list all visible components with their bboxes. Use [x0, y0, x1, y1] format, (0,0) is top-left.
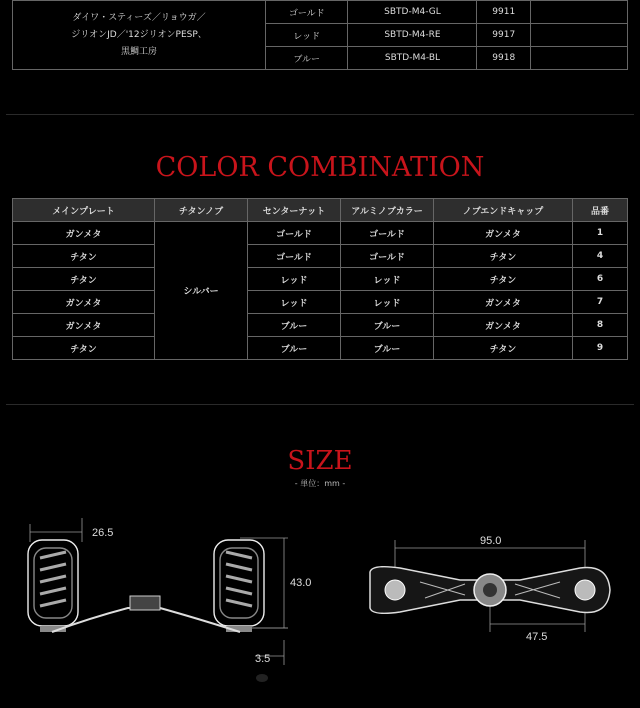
code-cell: SBTD-M4-RE — [348, 24, 477, 47]
right-knob-drawing — [214, 540, 264, 632]
empty-cell — [531, 1, 628, 24]
dim-length: 95.0 — [480, 535, 502, 547]
table-row — [13, 314, 628, 337]
cap-cell: ガンメタ — [434, 291, 573, 314]
empty-cell — [531, 24, 628, 47]
alumi-cell: レッド — [341, 268, 434, 291]
number-cell: 1 — [573, 222, 628, 245]
color-combination-table — [12, 198, 628, 360]
nut-cell: レッド — [248, 291, 341, 314]
top-view-diagram — [340, 520, 630, 650]
dim-half-length: 47.5 — [526, 631, 548, 643]
alumi-cell: ブルー — [341, 314, 434, 337]
number-cell: 9 — [573, 337, 628, 360]
side-view-diagram — [0, 500, 330, 708]
column-header: センターナット — [248, 199, 341, 222]
compat-line: ダイワ・スティーズ／リョウガ／ — [72, 12, 206, 23]
nut-cell: レッド — [248, 268, 341, 291]
table-row — [13, 1, 628, 24]
nut-cell: ブルー — [248, 337, 341, 360]
nut-cell: ブルー — [248, 314, 341, 337]
number-cell: 4 — [573, 245, 628, 268]
color-cell: レッド — [266, 24, 348, 47]
code-cell: SBTD-M4-GL — [348, 1, 477, 24]
left-knob-drawing — [28, 540, 78, 632]
table-row — [13, 291, 628, 314]
divider — [6, 114, 634, 115]
table-header-row — [13, 199, 628, 222]
alumi-cell: レッド — [341, 291, 434, 314]
plate-cell: ガンメタ — [13, 314, 155, 337]
size-title: SIZE — [287, 446, 353, 476]
center-nut-drawing — [130, 596, 160, 610]
table-row — [13, 268, 628, 291]
dim-knob-width: 26.5 — [92, 527, 114, 539]
number-cell: 9911 — [477, 1, 531, 24]
unit-label: - 単位：mm - — [294, 479, 346, 488]
compatibility-cell — [13, 1, 266, 70]
compat-line: ジリオンJD／'12ジリオンPESP、 — [71, 29, 207, 40]
column-header: ノブエンドキャップ — [434, 199, 573, 222]
number-cell: 9918 — [477, 47, 531, 70]
plate-cell: チタン — [13, 268, 155, 291]
nut-cell: ゴールド — [248, 222, 341, 245]
color-cell: ブルー — [266, 47, 348, 70]
plate-cell: ガンメタ — [13, 291, 155, 314]
compat-line: 黒鯛工房 — [120, 46, 157, 57]
color-combination-title: COLOR COMBINATION — [155, 152, 485, 183]
code-cell: SBTD-M4-BL — [348, 47, 477, 70]
column-header: アルミノブカラー — [341, 199, 434, 222]
number-cell: 6 — [573, 268, 628, 291]
empty-cell — [531, 47, 628, 70]
cap-cell: ガンメタ — [434, 222, 573, 245]
number-cell: 9917 — [477, 24, 531, 47]
cap-cell: ガンメタ — [434, 314, 573, 337]
right-knob-mount — [575, 580, 595, 600]
cap-cell: チタン — [434, 245, 573, 268]
number-cell: 7 — [573, 291, 628, 314]
alumi-cell: ブルー — [341, 337, 434, 360]
table-row — [13, 222, 628, 245]
table-row — [13, 337, 628, 360]
table-row — [13, 245, 628, 268]
cap-cell: チタン — [434, 268, 573, 291]
alumi-cell: ゴールド — [341, 245, 434, 268]
nut-cell: ゴールド — [248, 245, 341, 268]
crank-arm-drawing — [52, 608, 240, 632]
dim-height: 43.0 — [290, 577, 312, 589]
plate-cell: ガンメタ — [13, 222, 155, 245]
plate-cell: チタン — [13, 245, 155, 268]
number-cell: 8 — [573, 314, 628, 337]
left-knob-mount — [385, 580, 405, 600]
color-cell: ゴールド — [266, 1, 348, 24]
divider — [6, 404, 634, 405]
dim-offset: 3.5 — [255, 653, 271, 665]
knob-cell: シルバー — [155, 222, 248, 360]
alumi-cell: ゴールド — [341, 222, 434, 245]
cap-cell: チタン — [434, 337, 573, 360]
spec-table — [12, 0, 628, 70]
column-header: メインプレート — [13, 199, 155, 222]
plate-cell: チタン — [13, 337, 155, 360]
column-header: 品番 — [573, 199, 628, 222]
column-header: チタンノブ — [155, 199, 248, 222]
